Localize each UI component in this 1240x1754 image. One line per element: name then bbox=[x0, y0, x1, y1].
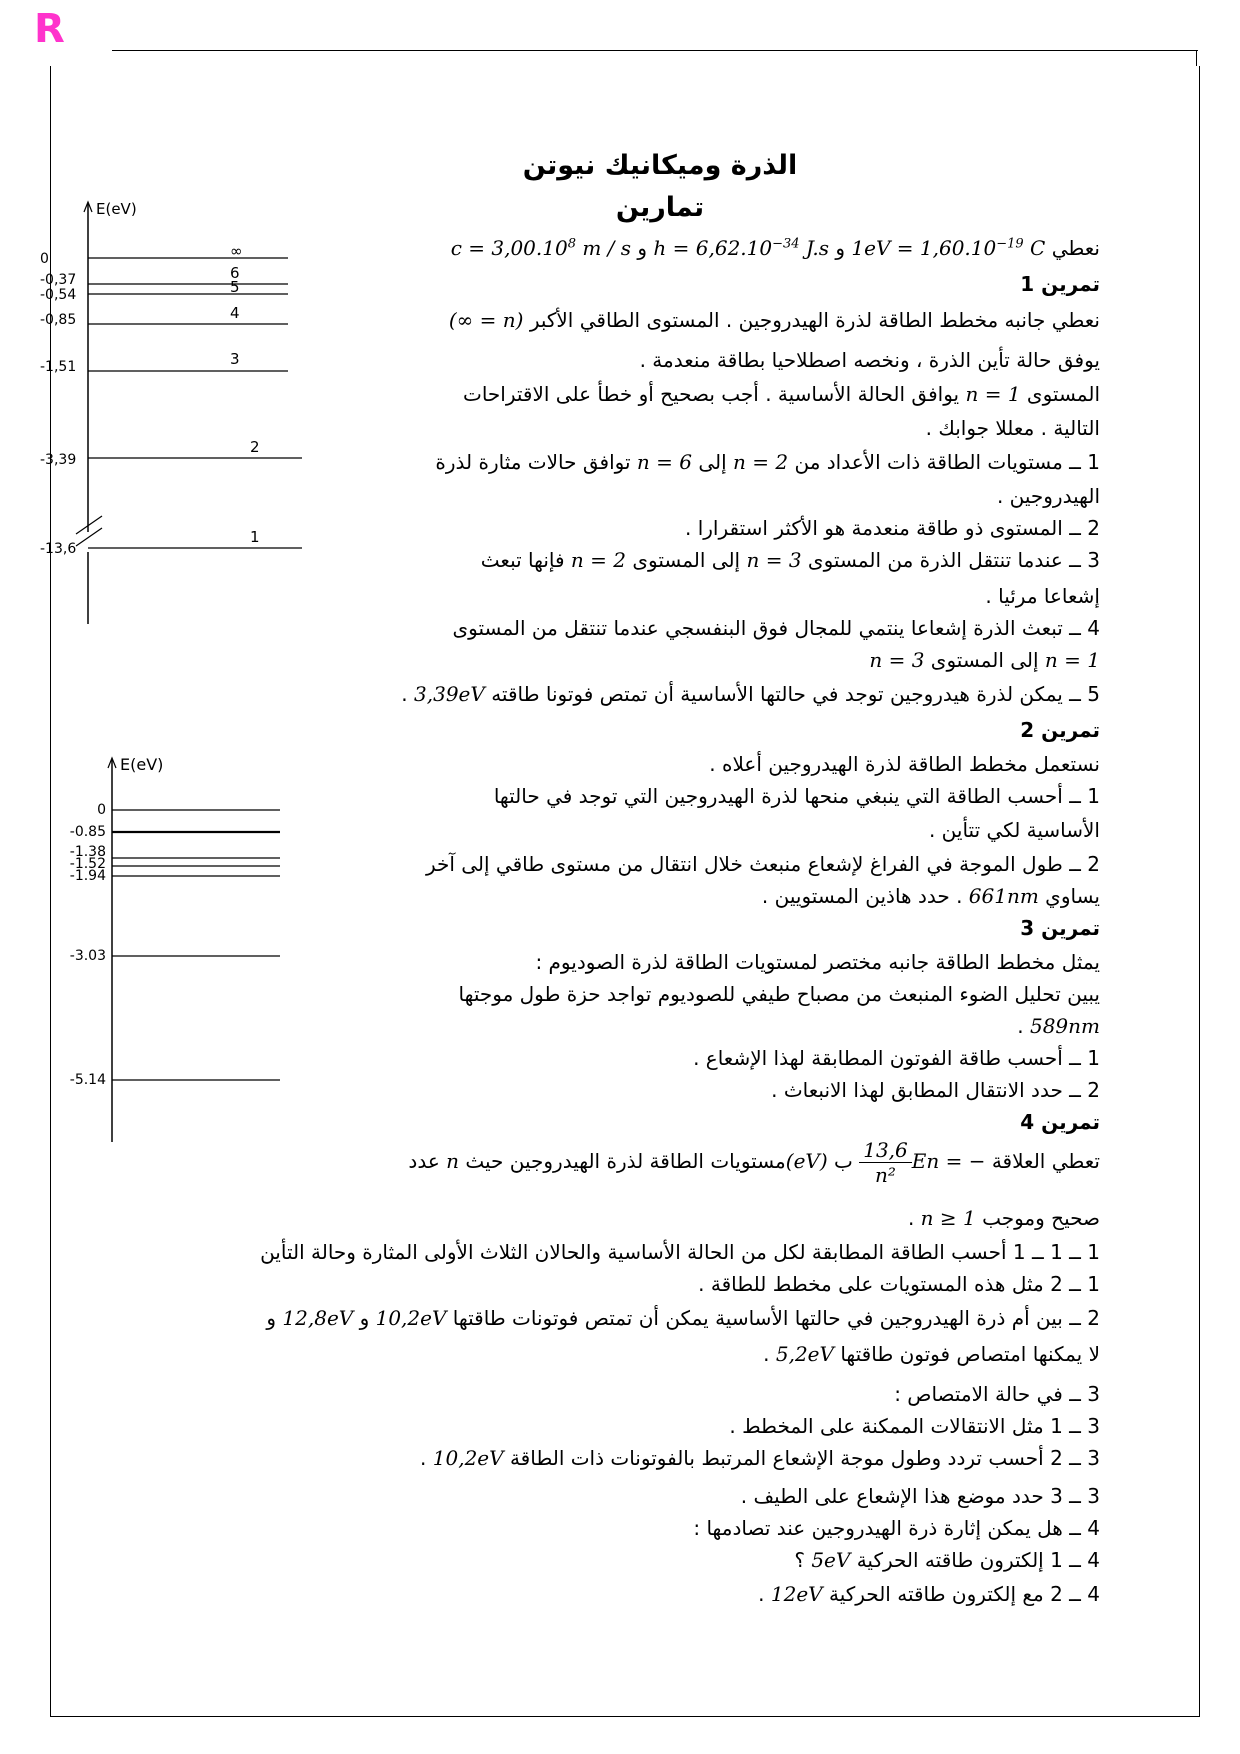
top-rule bbox=[112, 50, 1198, 51]
ex4-line-2: صحيح وموجب n ≥ 1 . bbox=[907, 1206, 1100, 1230]
ex4-heading: تمرين 4 bbox=[1020, 1110, 1100, 1134]
ex4-line-12: 4 ــ 1 إلكترون طاقته الحركية 5eV ؟ bbox=[794, 1548, 1100, 1572]
level-energy-label: -0,54 bbox=[40, 287, 77, 303]
level-energy-label: -0,85 bbox=[40, 312, 77, 328]
ex3-line-1: يمثل مخطط الطاقة جانبه مختصر لمستويات الطاقة لذرة الصوديوم : bbox=[535, 950, 1100, 974]
sodium-level-label: -1.94 bbox=[69, 868, 106, 884]
sodium-level-label: -0.85 bbox=[69, 824, 106, 840]
level-energy-label: 0 bbox=[40, 251, 49, 267]
const-c: $c = 3,00.10^8$ m / s bbox=[450, 236, 632, 260]
ex3-heading: تمرين 3 bbox=[1020, 916, 1100, 940]
ex1-line-1: نعطي جانبه مخطط الطاقة لذرة الهيدروجين . المستوى الطاقي الأكبر (n = ∞) bbox=[448, 308, 1100, 332]
ex2-line-4: 2 ــ طول الموجة في الفراغ لإشعاع منبعث خلال انتقال من مستوى طاقي إلى آخر bbox=[425, 852, 1100, 876]
ex1-line-11: n = 1 إلى المستوى n = 3 bbox=[869, 648, 1100, 672]
ex1-line-3: المستوى n = 1 يوافق الحالة الأساسية . أجب بصحيح أو خطأ على الاقتراحات bbox=[462, 382, 1100, 406]
const-e: $1eV = 1,60.10^{-19}$ C bbox=[851, 236, 1046, 260]
ex4-line-6: لا يمكنها امتصاص فوتون طاقتها 5,2eV . bbox=[763, 1342, 1100, 1366]
diagram1-axis-label: E(eV) bbox=[96, 200, 137, 218]
ex1-line-5: 1 ــ مستويات الطاقة ذات الأعداد من n = 2 إلى n = 6 توافق حالات مثارة لذرة bbox=[435, 450, 1100, 474]
ex4-line-5: 2 ــ بين أم ذرة الهيدروجين في حالتها الأساسية يمكن أن تمتص فوتونات طاقتها 10,2eV و 12,8eV و bbox=[266, 1306, 1100, 1330]
ex4-line-9: 3 ــ 2 أحسب تردد وطول موجة الإشعاع المرتبط بالفوتونات ذات الطاقة 10,2eV . bbox=[420, 1446, 1100, 1470]
ex2-line-5: يساوي 661nm . حدد هاذين المستويين . bbox=[761, 884, 1100, 908]
ex2-line-2: 1 ــ أحسب الطاقة التي ينبغي منحها لذرة الهيدروجين التي توجد في حالتها bbox=[493, 784, 1100, 808]
ex1-line-8: 3 ــ عندما تنتقل الذرة من المستوى n = 3 إلى المستوى n = 2 فإنها تبعث bbox=[480, 548, 1100, 572]
level-energy-label: -3,39 bbox=[40, 452, 77, 468]
level-energy-label: -13,6 bbox=[40, 541, 77, 557]
frame-corner bbox=[1196, 50, 1197, 66]
ex1-line-2: يوفق حالة تأين الذرة ، ونخصه اصطلاحيا بطاقة منعدمة . bbox=[639, 348, 1100, 372]
ex3-line-2: يبين تحليل الضوء المنبعث من مصباح طيفي للصوديوم تواجد حزة طول موجتها bbox=[458, 982, 1100, 1006]
ex1-heading: تمرين 1 bbox=[1020, 272, 1100, 296]
ex4-line-10: 3 ــ 3 حدد موضع هذا الإشعاع على الطيف . bbox=[740, 1484, 1100, 1508]
ex3-line-3: 589nm . bbox=[1017, 1014, 1100, 1038]
level-n-label: 3 bbox=[230, 350, 240, 368]
sodium-level-label: 0 bbox=[97, 802, 106, 818]
constants-line bbox=[451, 236, 1100, 260]
page-title: الذرة وميكانيك نيوتن bbox=[522, 150, 798, 181]
logo: R bbox=[34, 6, 65, 52]
ex1-line-4: التالية . معللا جوابك . bbox=[925, 416, 1100, 440]
ex1-line-6: الهيدروجين . bbox=[996, 484, 1100, 508]
const-h: $h = 6,62.10^{-34}$ J.s bbox=[653, 236, 830, 260]
ex1-line-10: 4 ــ تبعث الذرة إشعاعا ينتمي للمجال فوق البنفسجي عندما تنتقل من المستوى bbox=[452, 616, 1100, 640]
ex2-line-3: الأساسية لكي تتأين . bbox=[928, 818, 1100, 842]
level-n-label: ∞ bbox=[230, 242, 243, 260]
ex4-line-11: 4 ــ هل يمكن إثارة ذرة الهيدروجين عند تصادمها : bbox=[693, 1516, 1100, 1540]
ex1-line-9: إشعاعا مرئيا . bbox=[985, 584, 1100, 608]
ex2-heading: تمرين 2 bbox=[1020, 718, 1100, 742]
ex4-line-8: 3 ــ 1 مثل الانتقالات الممكنة على المخطط . bbox=[729, 1414, 1100, 1438]
hydrogen-energy-diagram bbox=[40, 196, 320, 636]
constants-prefix: نعطي bbox=[1051, 236, 1100, 260]
ex1-line-12: 5 ــ يمكن لذرة هيدروجين توجد في حالتها الأساسية أن تمتص فوتونا طاقته 3,39eV . bbox=[401, 682, 1100, 706]
ex2-line-1: نستعمل مخطط الطاقة لذرة الهيدروجين أعلاه . bbox=[709, 752, 1100, 776]
and-2: و bbox=[637, 236, 648, 260]
ex4-line-4: 1 ــ 2 مثل هذه المستويات على مخطط للطاقة . bbox=[698, 1272, 1100, 1296]
ex4-line-3: 1 ــ 1 ــ 1 أحسب الطاقة المطابقة لكل من الحالة الأساسية والحالان الثلاث الأولى المثارة وحالة التأين bbox=[260, 1240, 1100, 1264]
sodium-level-label: -1.52 bbox=[69, 856, 106, 872]
ex3-line-5: 2 ــ حدد الانتقال المطابق لهذا الانبعاث . bbox=[771, 1078, 1100, 1102]
ex4-line-13: 4 ــ 2 مع إلكترون طاقته الحركية 12eV . bbox=[758, 1582, 1100, 1606]
sodium-energy-diagram bbox=[60, 750, 300, 1150]
ex1-line-7: 2 ــ المستوى ذو طاقة منعدمة هو الأكثر استقرارا . bbox=[685, 516, 1100, 540]
ex3-line-4: 1 ــ أحسب طاقة الفوتون المطابقة لهذا الإشعاع . bbox=[693, 1046, 1100, 1070]
level-n-label: 1 bbox=[250, 528, 260, 546]
level-energy-label: -0,37 bbox=[40, 272, 77, 288]
level-energy-label: -1,51 bbox=[40, 359, 77, 375]
diagram2-axis-label: E(eV) bbox=[120, 755, 164, 774]
level-n-label: 4 bbox=[230, 304, 240, 322]
level-n-label: 2 bbox=[250, 438, 260, 456]
sodium-level-label: -3.03 bbox=[69, 948, 106, 964]
and-1: و bbox=[835, 236, 846, 260]
ex4-line-1: تعطي العلاقة En = − $\frac{13,6}{\text{n²}}$ ب (eV)مستويات الطاقة لذرة الهيدروجين حيث n عدد bbox=[408, 1138, 1100, 1187]
sodium-level-label: -5.14 bbox=[69, 1072, 106, 1088]
level-n-label: 5 bbox=[230, 278, 240, 296]
level-n-label: 6 bbox=[230, 264, 240, 282]
page-subtitle: تمارين bbox=[615, 192, 705, 223]
ex4-line-7: 3 ــ في حالة الامتصاص : bbox=[894, 1382, 1100, 1406]
sodium-level-label: -1.38 bbox=[69, 844, 106, 860]
